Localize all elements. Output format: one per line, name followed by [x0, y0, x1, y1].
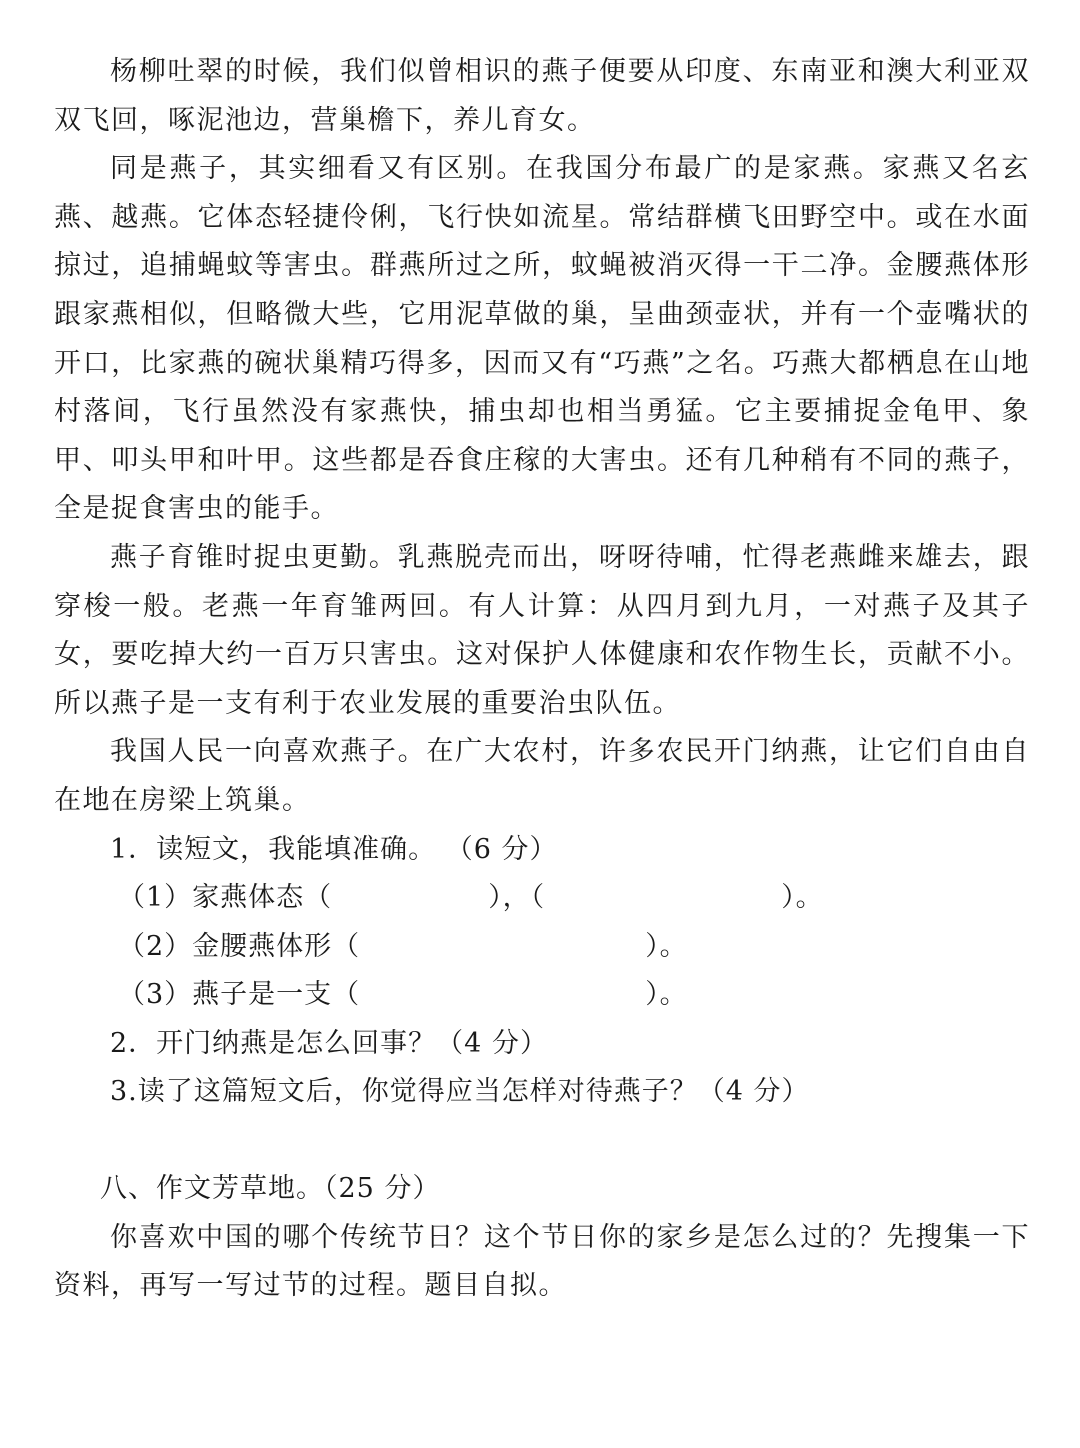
question-1-item-1-end: ）。 — [781, 882, 824, 914]
question-1-item-3-end: ）。 — [645, 979, 688, 1011]
question-3: 3.读了这篇短文后，你觉得应当怎样对待燕子？（4 分） — [110, 1076, 810, 1108]
question-1-item-1-mid: ），（ — [488, 882, 546, 914]
spacer — [54, 1117, 1030, 1165]
question-1-item-3-label: （3）燕子是一支（ — [118, 979, 361, 1011]
passage-paragraph-1: 杨柳吐翠的时候，我们似曾相识的燕子便要从印度、东南亚和澳大利亚双双飞回，啄泥池边，营巢檐下，养儿育女。 — [54, 56, 1030, 136]
composition-heading: 八、作文芳草地。（25 分） — [100, 1173, 441, 1205]
question-1-item-3 — [54, 971, 1030, 1020]
question-1-item-1 — [54, 874, 1030, 923]
composition-prompt: 你喜欢中国的哪个传统节日？这个节日你的家乡是怎么过的？先搜集一下资料，再写一写过节的过程。题目自拟。 — [54, 1221, 1030, 1302]
passage-paragraph-4: 我国人民一向喜欢燕子。在广大农村，许多农民开门纳燕，让它们自由自在地在房梁上筑巢。 — [54, 736, 1030, 816]
question-1-item-1-label: （1）家燕体态（ — [118, 882, 333, 914]
exam-page — [54, 48, 1030, 1311]
question-1-item-2-label: （2）金腰燕体形（ — [118, 930, 361, 962]
question-1-item-2-end: ）。 — [645, 930, 688, 962]
passage-paragraph-2: 同是燕子，其实细看又有区别。在我国分布最广的是家燕。家燕又名玄燕、越燕。它体态轻捷伶俐，飞行快如流星。常结群横飞田野空中。或在水面掠过，追捕蝇蚊等害虫。群燕所过之所，蚊蝇被消灭得一干二净。金腰燕体形跟家燕相似，但略微大些，它用泥草做的巢，呈曲颈壶状，并有一个壶嘴状的开口，比家燕的碗状巢精巧得多，因而又有“巧燕”之名。巧燕大都栖息在山地村落间，飞行虽然没有家燕快，捕虫却也相当勇猛。它主要捕捉金龟甲、象甲、叩头甲和叶甲。这些都是吞食庄稼的大害虫。还有几种稍有不同的燕子，全是捉食害虫的能手。 — [54, 153, 1030, 525]
question-2: 2．开门纳燕是怎么回事？（4 分） — [110, 1027, 548, 1059]
passage-paragraph-3: 燕子育锥时捉虫更勤。乳燕脱壳而出，呀呀待哺，忙得老燕雌来雄去，跟穿梭一般。老燕一年育雏两回。有人计算：从四月到九月，一对燕子及其子女，要吃掉大约一百万只害虫。这对保护人体健康和农作物生长，贡献不小。所以燕子是一支有利于农业发展的重要治虫队伍。 — [54, 541, 1030, 719]
question-1-item-2 — [54, 923, 1030, 972]
question-1: 1．读短文，我能填准确。 （6 分） — [110, 833, 558, 865]
